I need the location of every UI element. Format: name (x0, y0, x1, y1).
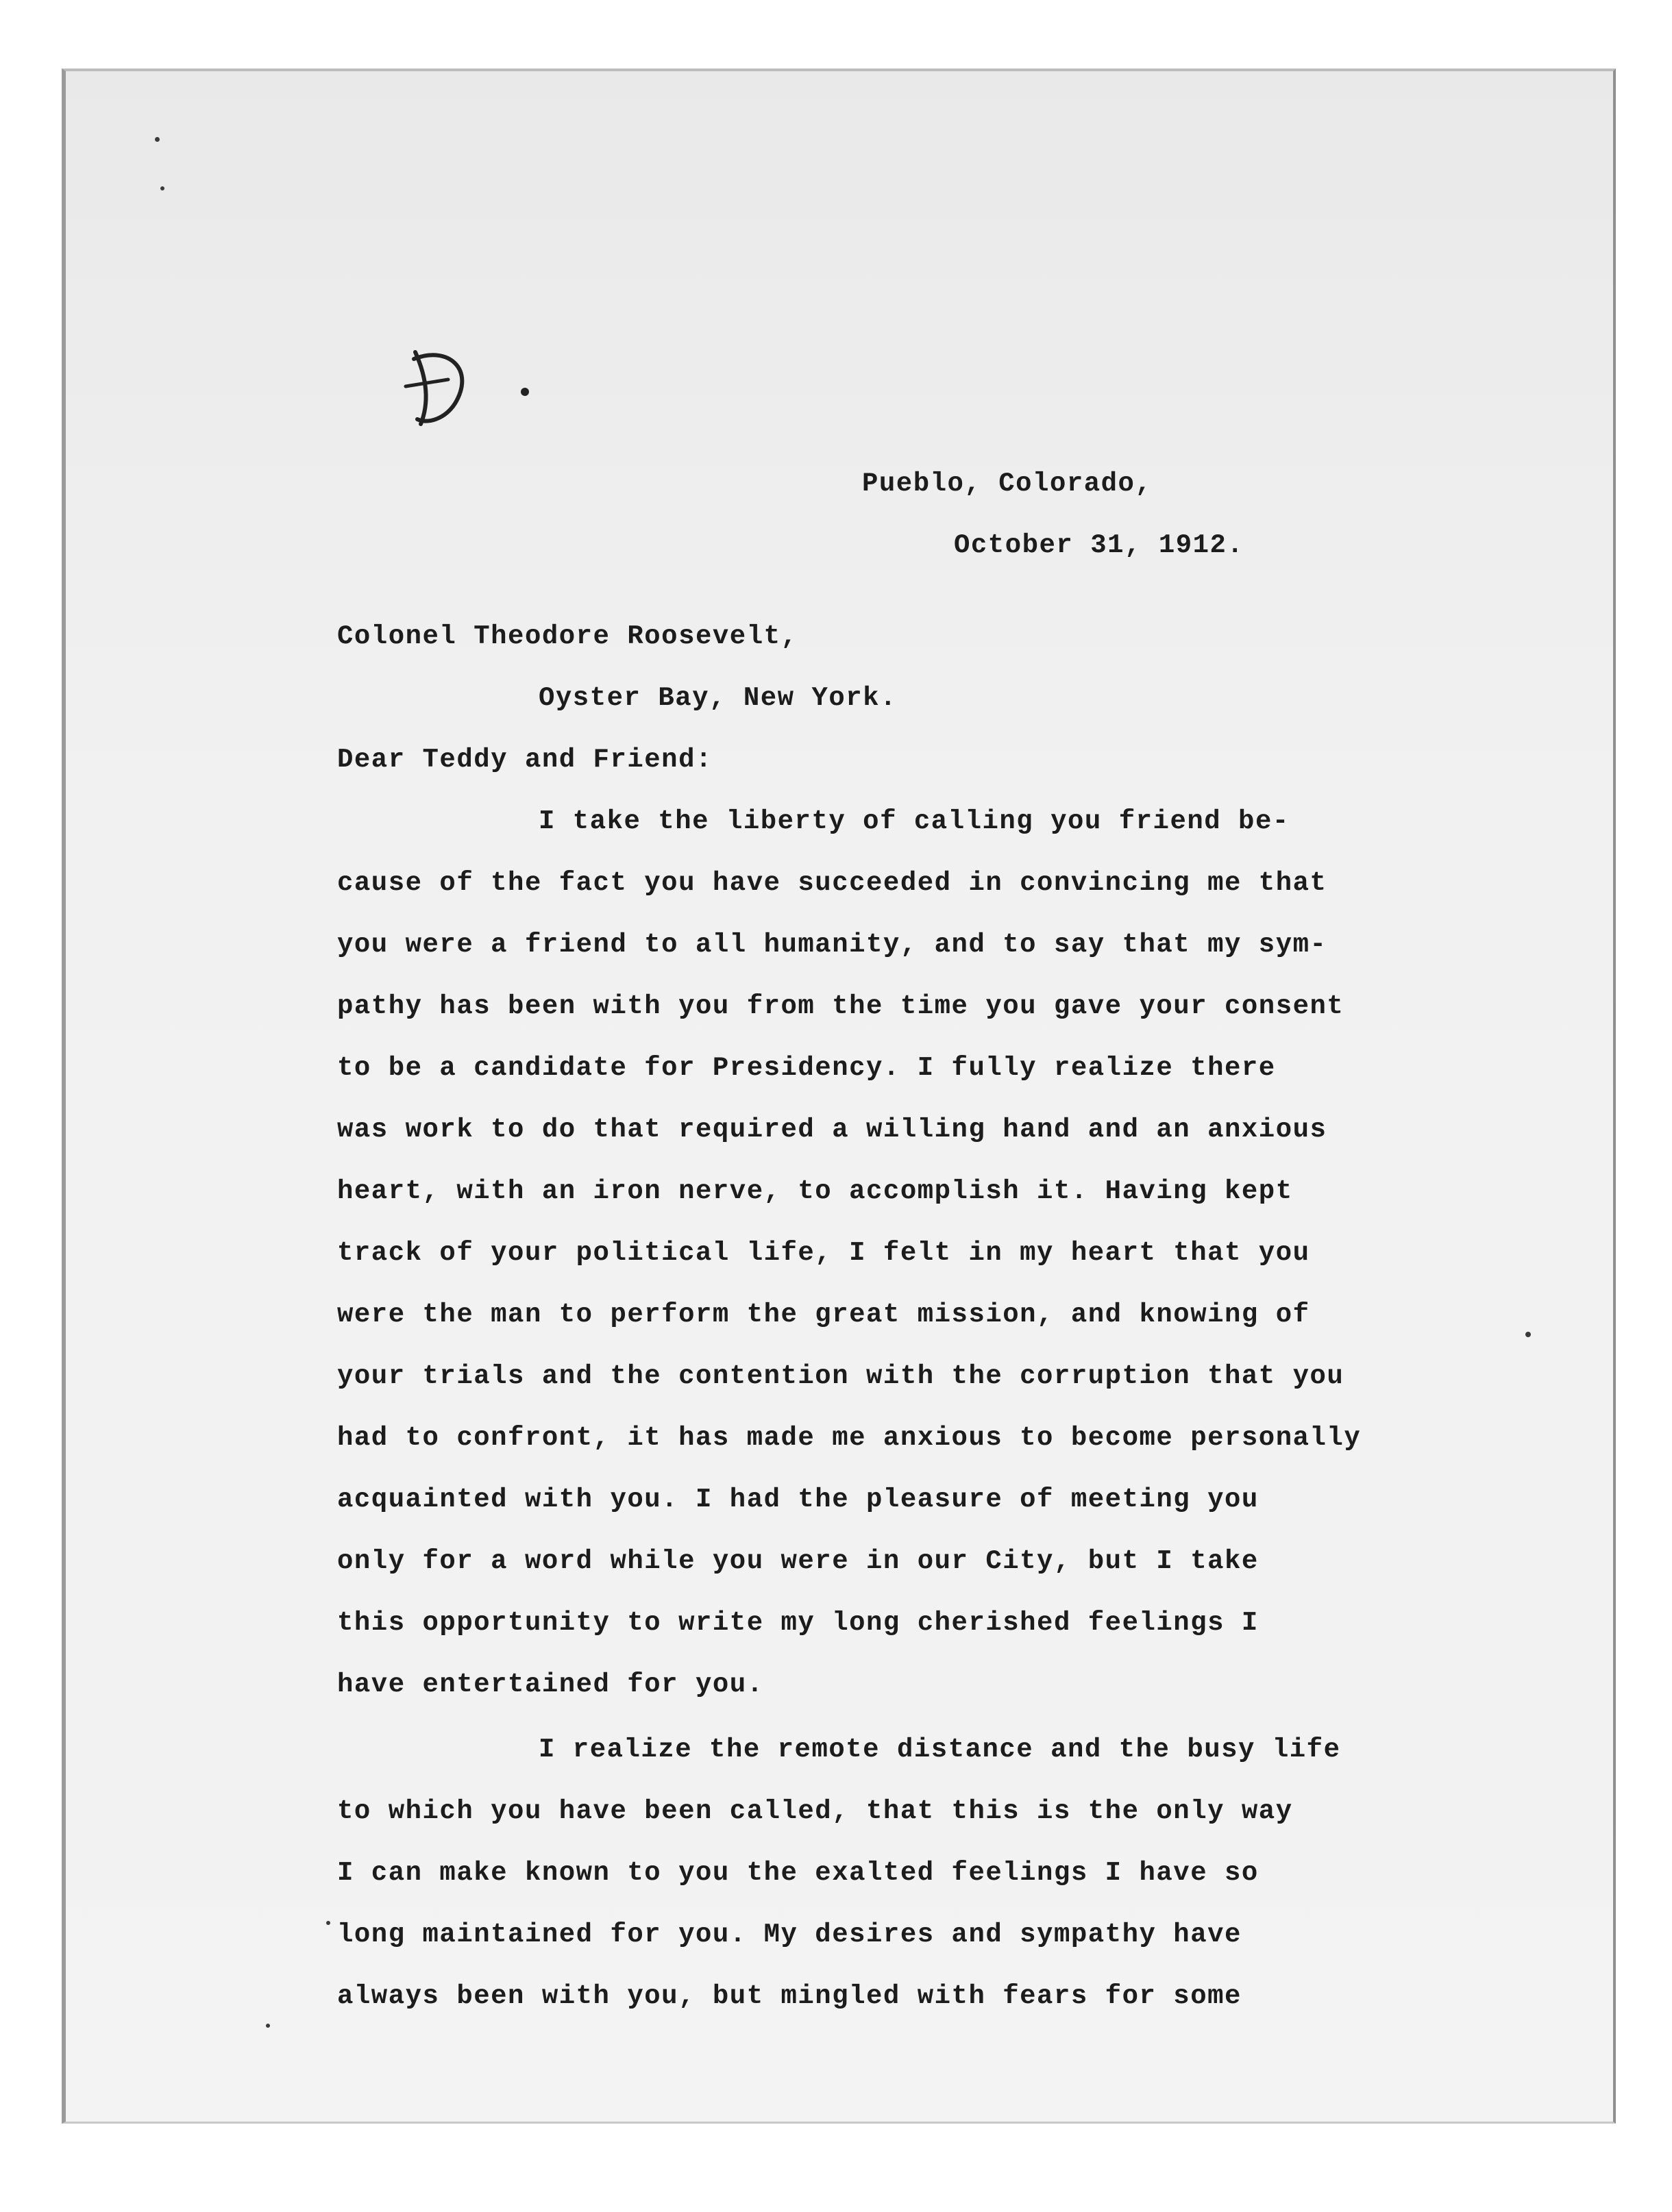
body-line: I realize the remote distance and the busy life (539, 1735, 1341, 1765)
body-line: was work to do that required a willing hand and an anxious (337, 1115, 1327, 1145)
recipient-name: Colonel Theodore Roosevelt, (337, 621, 798, 651)
recipient-address: Oyster Bay, New York. (539, 683, 897, 713)
body-line: have entertained for you. (337, 1669, 764, 1700)
body-line: cause of the fact you have succeeded in convincing me that (337, 868, 1327, 898)
scan-speck (160, 186, 164, 190)
body-line: your trials and the contention with the corruption that you (337, 1361, 1344, 1391)
body-line: were the man to perform the great mission, and knowing of (337, 1300, 1310, 1330)
body-line: had to confront, it has made me anxious to become personally (337, 1423, 1362, 1453)
body-line: pathy has been with you from the time you gave your consent (337, 991, 1344, 1021)
body-line: I can make known to you the exalted feelings I have so (337, 1858, 1259, 1888)
body-line: I take the liberty of calling you friend be- (539, 806, 1290, 836)
letter-place: Pueblo, Colorado, (862, 469, 1153, 499)
body-line: acquainted with you. I had the pleasure of meeting you (337, 1484, 1259, 1515)
body-line: long maintained for you. My desires and sympathy have (337, 1919, 1242, 1950)
body-line: only for a word while you were in our City, but I take (337, 1546, 1259, 1576)
body-line: to be a candidate for Presidency. I fully realize there (337, 1053, 1276, 1083)
body-line: you were a friend to all humanity, and to say that my sym- (337, 930, 1327, 960)
body-line: to which you have been called, that this is the only way (337, 1796, 1293, 1826)
scan-speck (266, 2024, 270, 2028)
scan-speck (326, 1921, 330, 1925)
letter-date: October 31, 1912. (954, 530, 1244, 560)
body-line: heart, with an iron nerve, to accomplish it. Having kept (337, 1176, 1293, 1206)
scan-speck (155, 137, 160, 142)
body-line: track of your political life, I felt in my heart that you (337, 1238, 1310, 1268)
handwritten-d-mark (400, 338, 558, 434)
letter-page (62, 69, 1616, 2124)
scan-speck (1525, 1332, 1531, 1337)
body-line: this opportunity to write my long cherished feelings I (337, 1608, 1259, 1638)
body-line: always been with you, but mingled with fears for some (337, 1981, 1242, 2011)
salutation: Dear Teddy and Friend: (337, 745, 713, 775)
